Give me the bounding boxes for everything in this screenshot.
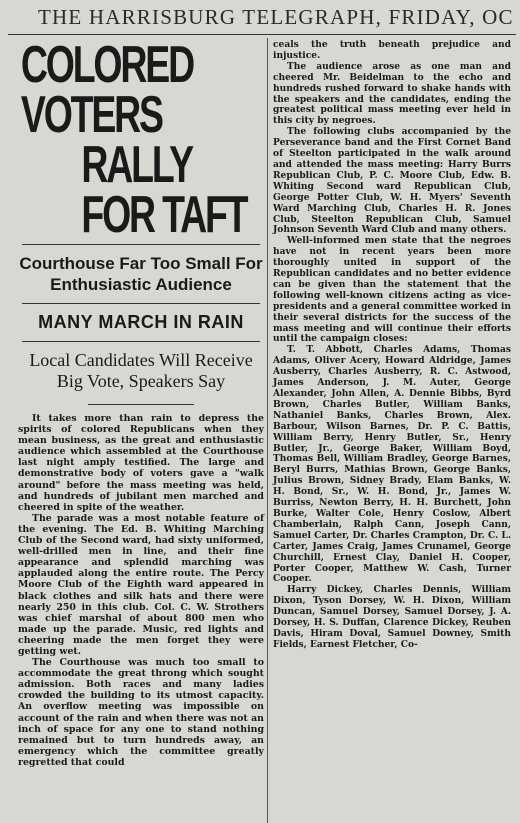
article-paragraph: The following clubs accompanied by the Perseverance band and the First Cornet Band of Steelton participated in the walk around and attended the mass meeting: Harry Burrs Republican Club, P. C. Moore Club, Edw. B. Whiting Second ward Republican Club, George Potter Club, W. H. Myers' Seventh Ward Marching Club, Charles H. R. Jones Club, Steelton Republican Club, Samuel Johnson Seventh Ward Club and many others. <box>273 126 511 236</box>
subheadline-3: Local Candidates Will Receive Big Vote, Speakers Say <box>29 350 253 391</box>
article-paragraph: The Courthouse was much too small to accommodate the great throng which sought admission. Both races and many ladies crowded the building to its utmost capacity. An overflow meeting was impossible on account of the rain and when there was not an inch of space for any one to stand nothing remained but to turn hundreds away, an emergency which the committee greatly regretted that could <box>18 657 264 768</box>
article-paragraph: Well-informed men state that the negroes have not in recent years been more thoroughly united in support of the Republican candidates and no better evidence can be given than the statement that the following well-known citizens acting as vice-presidents and a general committee worked in their several districts for the success of the mass meeting and will continue their efforts until the campaign closes: <box>273 235 511 345</box>
masthead: THE HARRISBURG TELEGRAPH, FRIDAY, OC <box>38 5 514 29</box>
article-paragraph: The parade was a most notable feature of the evening. The Ed. B. Whiting Marching Club of the Second ward, had sixty uniformed, well-drilled men in line, and their fine appearance and splendid marching was applauded along the entire route. The Percy Moore Club of the Eighth ward appeared in black clothes and silk hats and there were nearly 250 in this club. Col. C. W. Strothers was chief marshal of about 800 men who made up the parade. Music, red lights and cheering made the men forget they were getting wet. <box>18 512 264 657</box>
headline <box>18 36 264 244</box>
deck-divider <box>88 404 194 405</box>
masthead-rule <box>8 34 516 35</box>
names-list: Harry Dickey, Charles Dennis, William Dixon, Tyson Dorsey, W. H. Dixon, William Duncan, Samuel Dorsey, Samuel Dorsey, J. A. Dorsey, H. S. Duffan, Clarence Dickey, Reuben Davis, Hiram Doval, Samuel Downey, Smith Fields, Earnest Fletcher, Co- <box>273 584 511 650</box>
headline-line-2: RALLY FOR TAFT <box>81 136 247 244</box>
headline-line-1: COLORED VOTERS <box>20 36 193 144</box>
article-paragraph: It takes more than rain to depress the spirits of colored Republicans when they mean business, as the great and enthusiastic audience which assembled at the Courthouse last night amply testified. The large and demonstrative body of voters gave a "walk around" before the mass meeting was held, and hundreds of jubilant men marched and cheered in spite of the weather. <box>18 413 264 513</box>
deck-divider <box>22 341 260 342</box>
subheadline-1: Courthouse Far Too Small For Enthusiastic Audience <box>19 254 263 294</box>
article-body-left <box>18 413 264 768</box>
article-paragraph: The audience arose as one man and cheered Mr. Beidelman to the echo and hundreds rushed forward to shake hands with the speakers and the candidates, ending the greatest political mass meeting ever held in this city by negroes. <box>273 60 511 127</box>
left-column <box>18 36 264 768</box>
right-column <box>273 40 511 651</box>
column-divider <box>267 38 268 823</box>
article-body-right <box>273 40 511 651</box>
deck-divider <box>22 303 260 304</box>
subheadline-2: MANY MARCH IN RAIN <box>38 312 244 332</box>
names-list: T. T. Abbott, Charles Adams, Thomas Adams, Oliver Acery, Howard Aldridge, James Ausberry, Charles Ausberry, R. C. Astwood, James Anderson, J. M. Auter, George Alexander, John Allen, A. Dennie Bibbs, Byrd Brown, Charles Butler, William Banks, Nathaniel Banks, Charles Brown, Alex. Barbour, Wilson Barnes, Dr. P. C. Battis, William Berry, Henry Butler, Sr., Henry Butler, Jr., George Baker, William Boyd, Thomas Bell, William Bradley, George Barnes, Beryl Burrs, Mathias Brown, George Banks, Julius Brown, Sidney Brady, Elam Banks, W. H. Bond, Sr., W. H. Bond, Jr., James W. Burriss, Newton Berry, H. H. Burchett, John Burke, Walter Cole, Henry Coslow, Albert Chamberlain, Ralph Cann, Joseph Cann, Samuel Carter, Dr. Charles Crampton, Dr. C. L. Carter, James Craig, James Crunamel, George Churchill, Ernest Clay, Daniel H. Cooper, Porter Cooper, Matthew W. Cash, Turner Cooper. <box>273 344 511 585</box>
article-paragraph: ceals the truth beneath prejudice and injustice. <box>273 39 511 61</box>
deck-divider <box>22 244 260 245</box>
